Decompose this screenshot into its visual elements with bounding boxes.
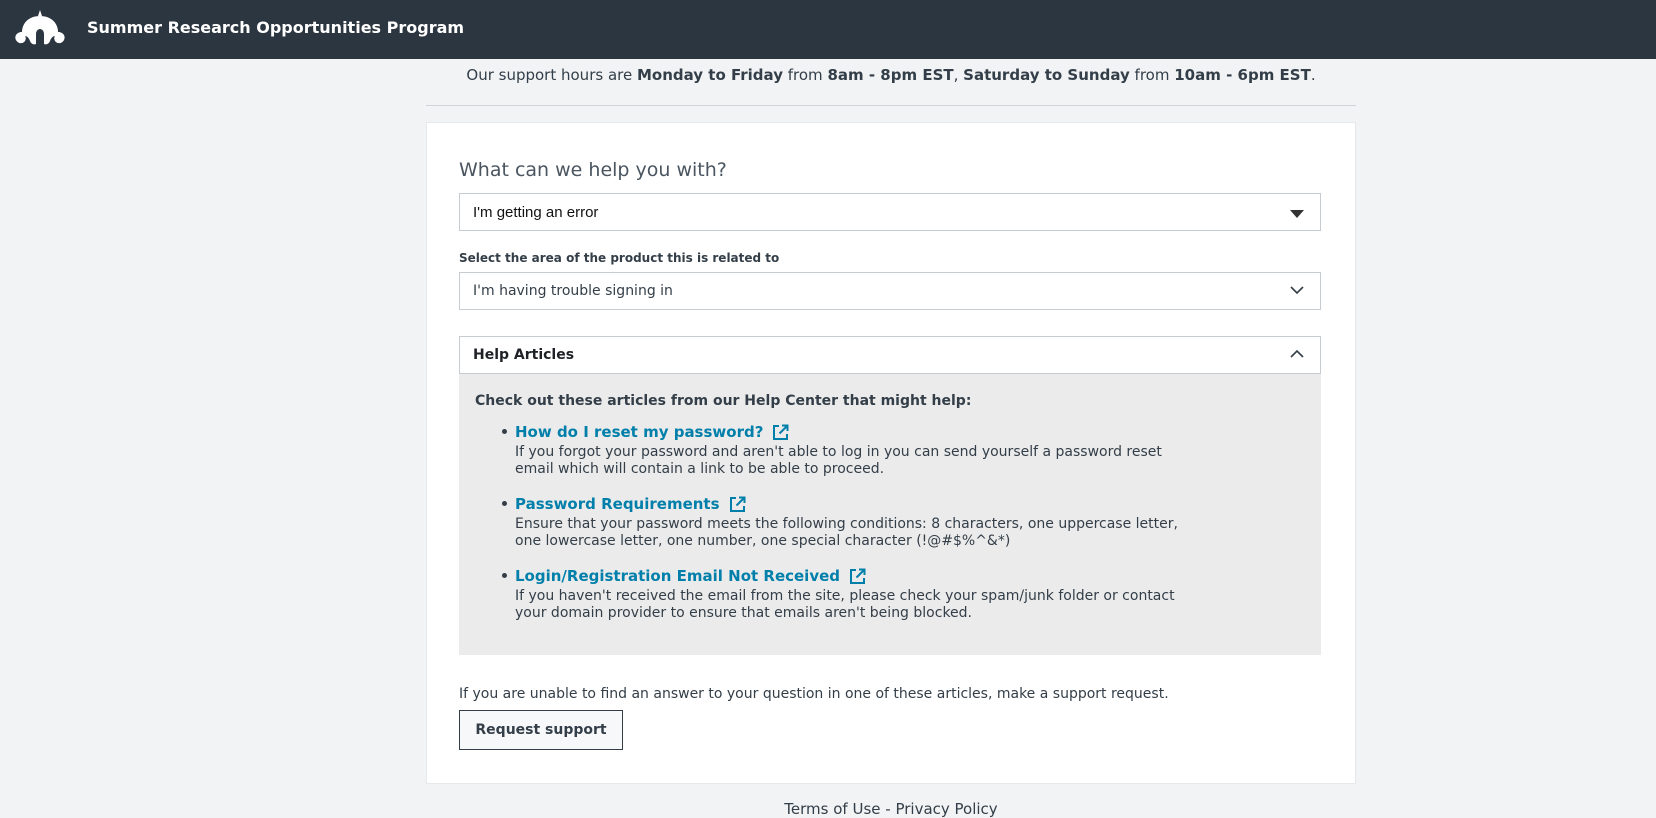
period-text: . [1310, 66, 1316, 84]
weekend-label: Saturday to Sunday [963, 66, 1130, 84]
support-hours [426, 66, 1356, 84]
divider [426, 105, 1356, 106]
issue-type-select[interactable] [459, 193, 1321, 231]
help-articles-panel [459, 374, 1321, 655]
app-title: Summer Research Opportunities Program [87, 18, 465, 37]
question-heading: What can we help you with? [459, 159, 727, 181]
article-link-label: Password Requirements [515, 495, 720, 513]
article-link[interactable] [515, 567, 866, 585]
hours-prefix: Our support hours are [466, 66, 637, 84]
area-label: Select the area of the product this is related to [459, 251, 780, 265]
article-description: If you haven't received the email from the site, please check your spam/junk folder or contact your domain provider to ensure that emails aren't being blocked. [515, 588, 1175, 621]
list-item [515, 422, 1195, 478]
support-form-card [426, 122, 1356, 784]
from-text: from [782, 66, 828, 84]
list-item [515, 566, 1195, 622]
weekdays-label: Monday to Friday [636, 66, 783, 84]
bullet [502, 429, 507, 434]
terms-of-use-link[interactable]: Terms of Use [784, 800, 881, 818]
product-area-value: I'm having trouble signing in [473, 283, 673, 299]
article-link-label: Login/Registration Email Not Received [515, 567, 841, 585]
article-link[interactable] [515, 495, 746, 513]
comma-text: , [953, 66, 964, 84]
request-support-button[interactable]: Request support [459, 710, 623, 750]
help-intro: Check out these articles from our Help Center that might help: [475, 393, 972, 409]
article-link-label: How do I reset my password? [515, 423, 764, 441]
caret-down-icon [1290, 210, 1304, 218]
weekday-hours: 8am - 8pm EST [827, 66, 954, 84]
footer-separator: - [880, 800, 896, 818]
footer-links [426, 800, 1356, 818]
article-link[interactable] [515, 423, 789, 441]
bullet [502, 501, 507, 506]
surveymonkey-logo-icon[interactable] [14, 10, 66, 48]
help-articles-title: Help Articles [473, 347, 575, 363]
chevron-down-icon [1290, 285, 1304, 295]
article-description: If you forgot your password and aren't able to log in you can send yourself a password reset email which will contain a link to be able to proceed. [515, 444, 1162, 477]
issue-type-value: I'm getting an error [473, 203, 599, 221]
list-item [515, 494, 1195, 550]
external-link-icon [772, 424, 789, 441]
external-link-icon [849, 568, 866, 585]
from-text: from [1129, 66, 1175, 84]
support-request-prompt: If you are unable to find an answer to your question in one of these articles, make a support request. [459, 686, 1169, 702]
external-link-icon [729, 496, 746, 513]
weekend-hours: 10am - 6pm EST [1174, 66, 1311, 84]
privacy-policy-link[interactable]: Privacy Policy [895, 800, 998, 818]
bullet [502, 573, 507, 578]
article-description: Ensure that your password meets the following conditions: 8 characters, one uppercase letter, one lowercase letter, one number, one special character (!@#$%^&*) [515, 516, 1178, 549]
product-area-select[interactable] [459, 272, 1321, 310]
help-articles-toggle[interactable] [459, 336, 1321, 374]
top-nav-bar [0, 0, 1656, 59]
chevron-up-icon [1290, 349, 1304, 359]
articles-list [459, 422, 1321, 638]
